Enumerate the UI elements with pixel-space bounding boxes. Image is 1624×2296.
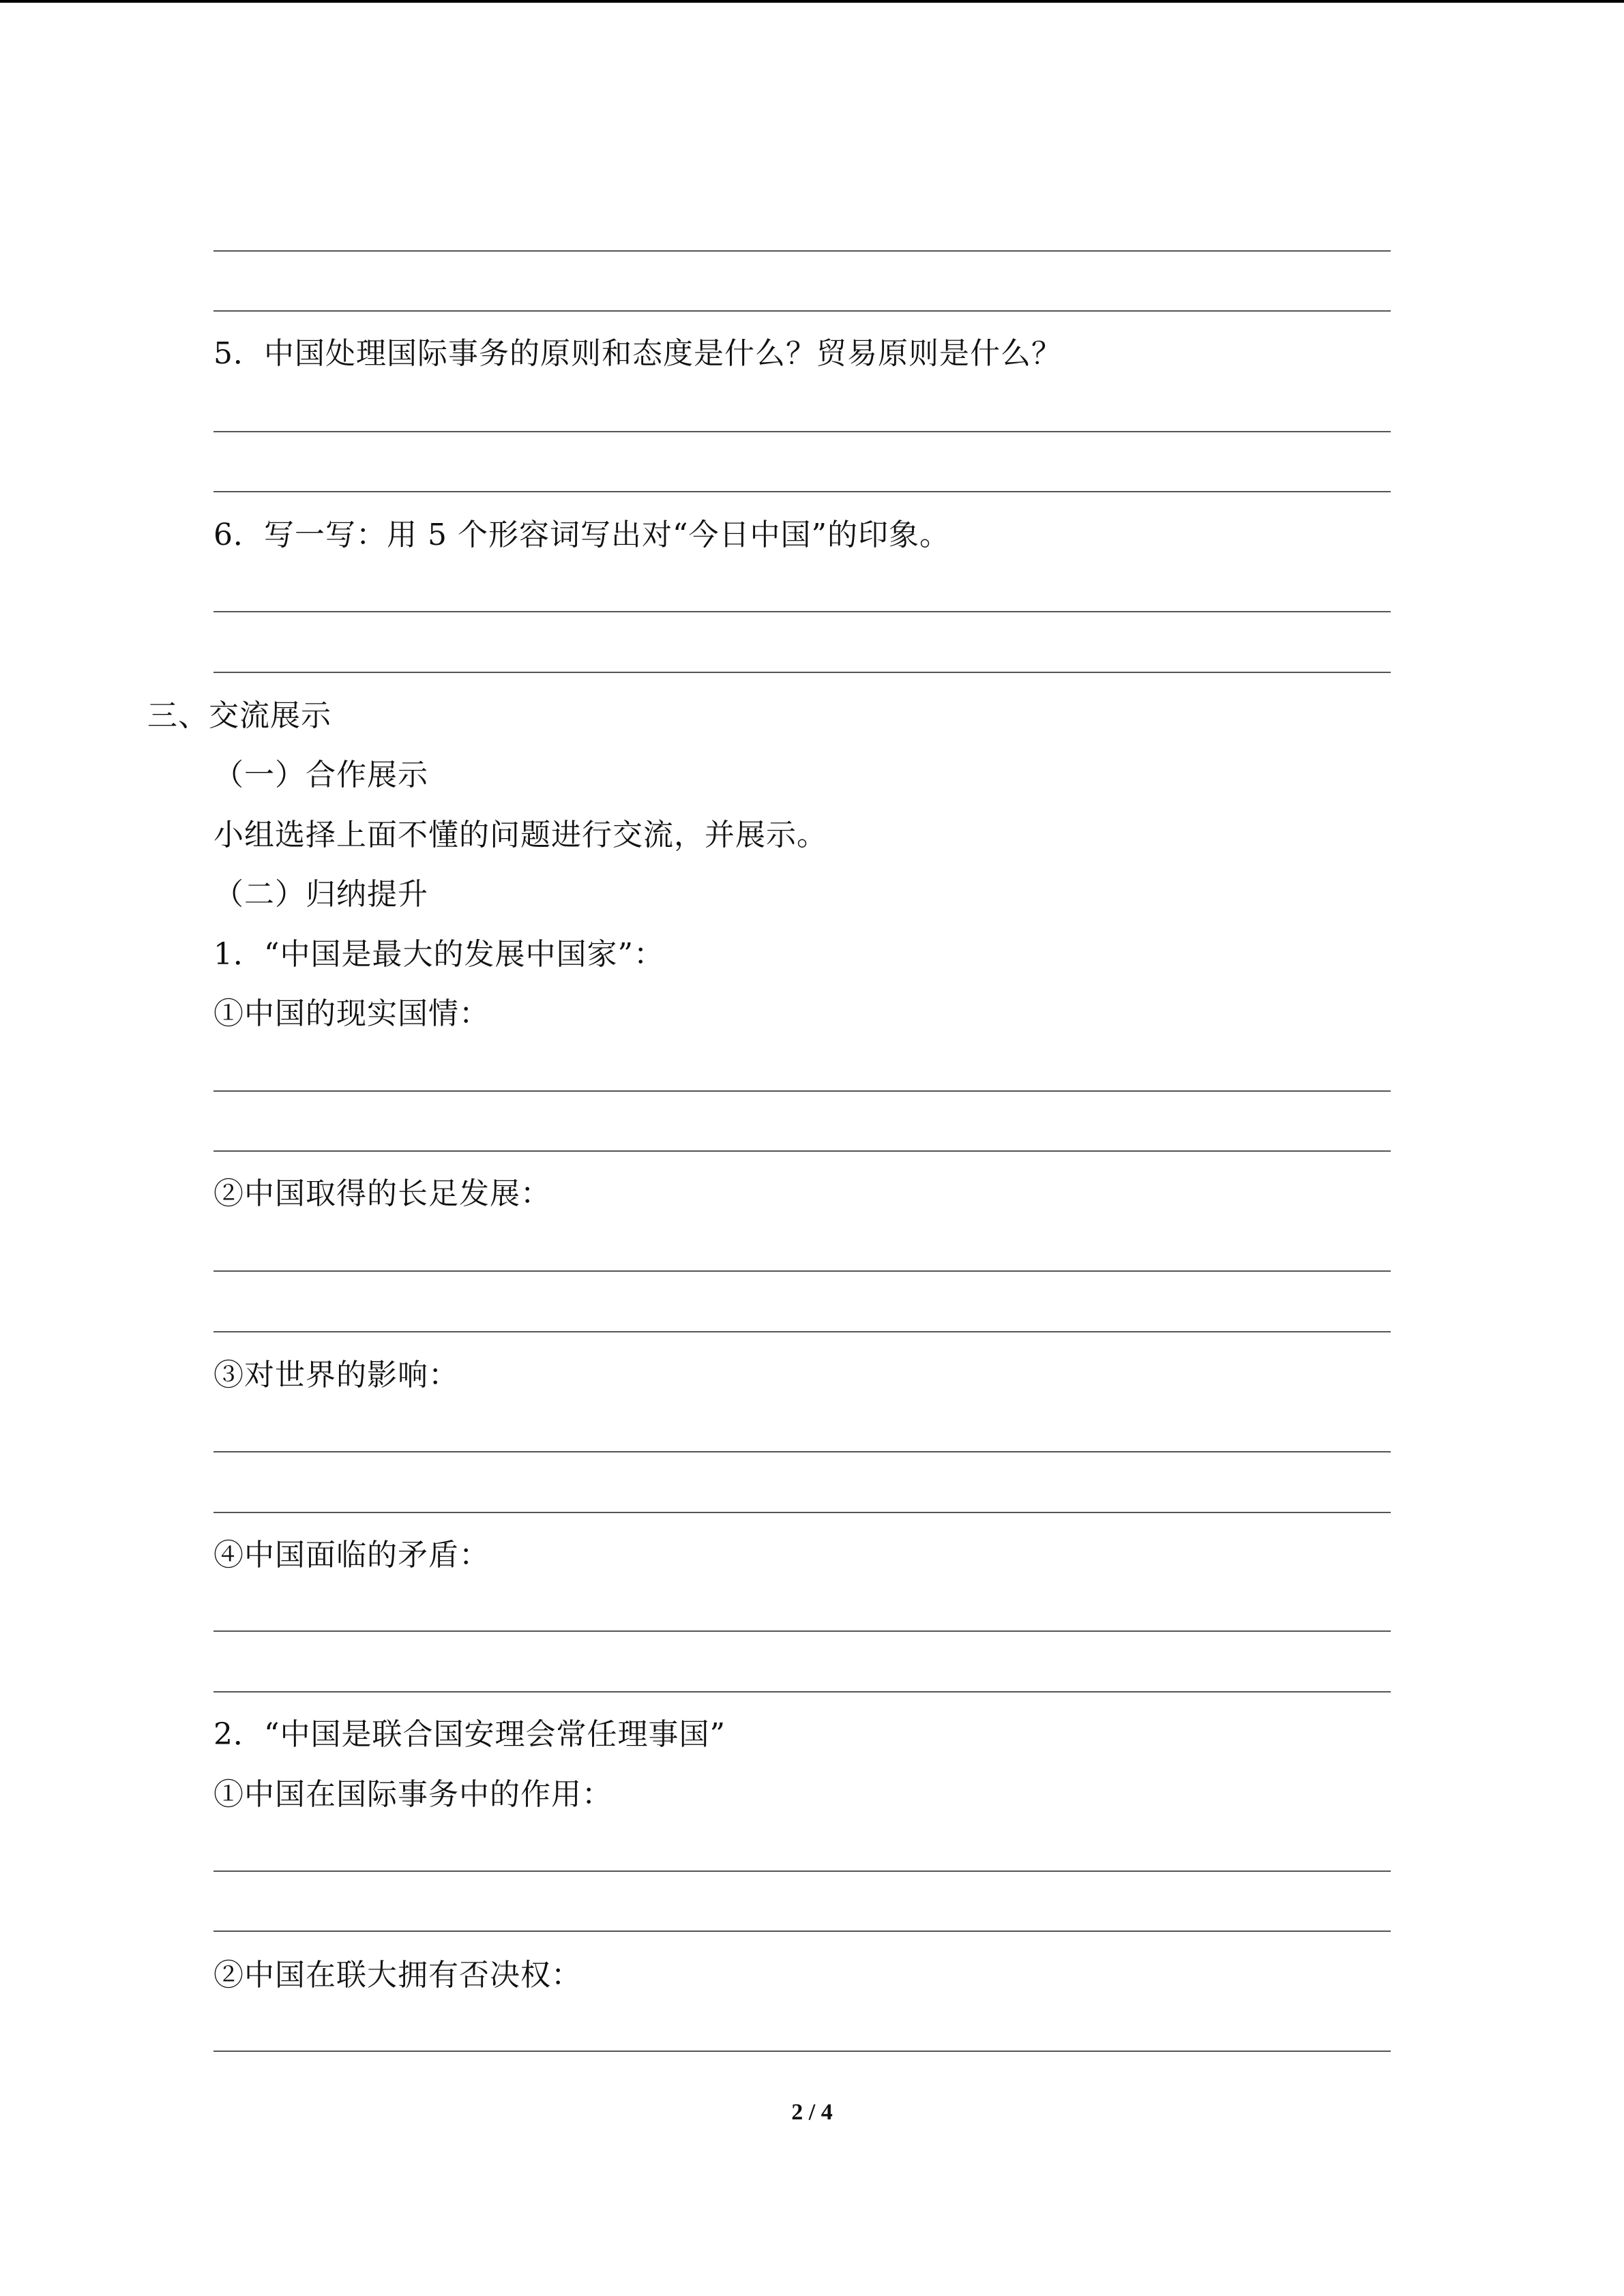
section-heading: 三、交流展示 <box>147 698 331 733</box>
answer-line <box>213 1331 1391 1332</box>
answer-line <box>213 1870 1391 1872</box>
answer-line <box>213 672 1391 673</box>
answer-line <box>213 611 1391 612</box>
answer-line <box>213 1150 1391 1152</box>
item-2-title: 2．“中国是联合国安理会常任理事国” <box>213 1717 726 1752</box>
answer-line <box>213 2051 1391 2052</box>
top-border <box>0 0 1624 3</box>
item-1-title: 1．“中国是最大的发展中国家”： <box>213 937 664 972</box>
part-instruction: 小组选择上面不懂的问题进行交流，并展示。 <box>213 818 827 852</box>
answer-line <box>213 1630 1391 1632</box>
item-1-prompt-b: ②中国取得的长足发展： <box>213 1176 551 1211</box>
answer-line <box>213 491 1391 492</box>
item-2-prompt-a: ①中国在国际事务中的作用： <box>213 1777 612 1812</box>
answer-line <box>213 1930 1391 1932</box>
answer-line <box>213 1270 1391 1272</box>
answer-line <box>213 1090 1391 1092</box>
answer-line <box>213 310 1391 312</box>
page-number: 2 / 4 <box>791 2100 833 2125</box>
item-1-prompt-c: ③对世界的影响： <box>213 1358 459 1392</box>
part-heading-summary: （二）归纳提升 <box>213 877 428 912</box>
item-2-prompt-b: ②中国在联大拥有否决权： <box>213 1958 582 1993</box>
answer-line <box>213 1691 1391 1693</box>
question-6: 6．写一写：用 5 个形容词写出对“今日中国”的印象。 <box>213 518 950 552</box>
item-1-prompt-d: ④中国面临的矛盾： <box>213 1538 490 1572</box>
answer-line <box>213 1451 1391 1452</box>
item-1-prompt-a: ①中国的现实国情： <box>213 996 490 1031</box>
answer-line <box>213 431 1391 432</box>
answer-line <box>213 1512 1391 1513</box>
answer-line <box>213 250 1391 252</box>
part-heading-cooperation: （一）合作展示 <box>213 758 428 792</box>
question-5: 5．中国处理国际事务的原则和态度是什么？贸易原则是什么？ <box>213 336 1062 371</box>
